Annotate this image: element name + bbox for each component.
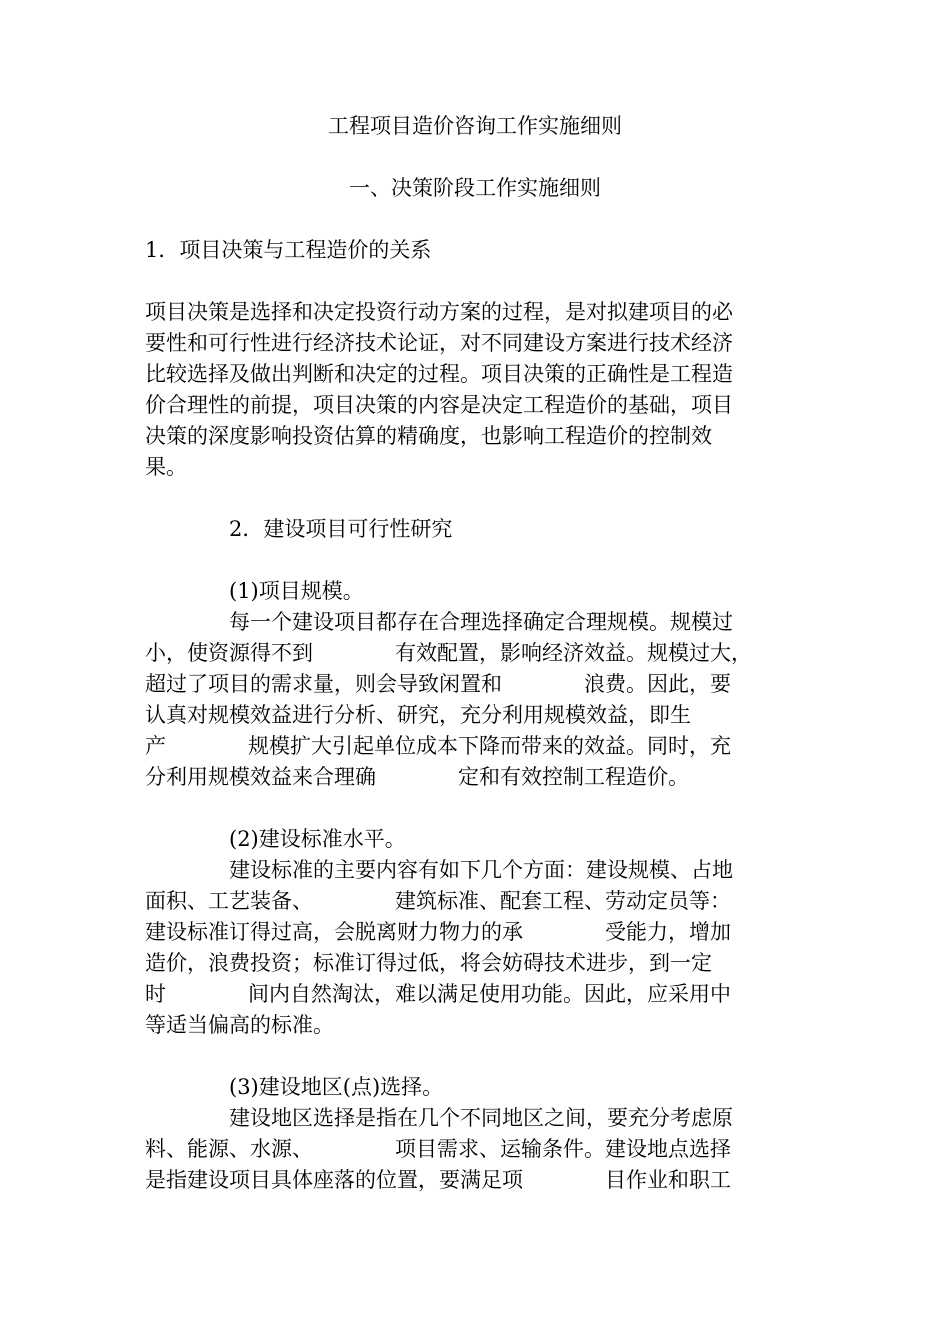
text-segment: 小，使资源得不到 — [145, 641, 313, 665]
paragraph-line — [145, 1165, 731, 1195]
text-segment: 有效配置，影响经济效益。规模过大， — [395, 641, 752, 665]
paragraph-line — [145, 979, 731, 1009]
paragraph-line: 要性和可行性进行经济技术论证，对不同建设方案进行技术经济 — [145, 331, 733, 355]
subheading-project-scale: (1)项目规模。 — [229, 579, 364, 603]
text-segment: 料、能源、水源、 — [145, 1137, 313, 1161]
paragraph-line — [145, 1134, 731, 1164]
subheading-site-selection: (3)建设地区(点)选择。 — [229, 1075, 444, 1099]
text-segment: 项目需求、运输条件。建设地点选择 — [395, 1137, 731, 1161]
subheading-construction-standard: (2)建设标准水平。 — [229, 827, 406, 851]
text-segment: 规模扩大引起单位成本下降而带来的效益。同时，充 — [248, 734, 731, 758]
paragraph-line — [145, 917, 731, 947]
paragraph-line: 等适当偏高的标准。 — [145, 1013, 334, 1037]
paragraph-line: 比较选择及做出判断和决定的过程。项目决策的正确性是工程造 — [145, 362, 733, 386]
text-segment: 定和有效控制工程造价。 — [458, 765, 689, 789]
paragraph-line — [145, 762, 689, 792]
paragraph-line: 每一个建设项目都存在合理选择确定合理规模。规模过 — [229, 610, 733, 634]
document-title: 工程项目造价咨询工作实施细则 — [328, 114, 622, 138]
paragraph-line — [145, 638, 752, 668]
text-segment: 建设标准订得过高，会脱离财力物力的承 — [145, 920, 523, 944]
text-segment: 目作业和职工 — [605, 1168, 731, 1192]
section-title: 一、决策阶段工作实施细则 — [349, 176, 601, 200]
text-segment: 产 — [145, 734, 166, 758]
text-segment: 是指建设项目具体座落的位置，要满足项 — [145, 1168, 523, 1192]
paragraph-line: 认真对规模效益进行分析、研究，充分利用规模效益，即生 — [145, 703, 691, 727]
paragraph-line: 造价，浪费投资；标准订得过低，将会妨碍技术进步，到一定 — [145, 951, 712, 975]
paragraph-line: 决策的深度影响投资估算的精确度，也影响工程造价的控制效 — [145, 424, 712, 448]
text-segment: 面积、工艺装备、 — [145, 889, 313, 913]
heading-feasibility-study: 2．建设项目可行性研究 — [229, 517, 453, 541]
paragraph-line: 建设地区选择是指在几个不同地区之间，要充分考虑原 — [229, 1106, 733, 1130]
text-segment: 时 — [145, 982, 166, 1006]
heading-decision-cost-relation: 1．项目决策与工程造价的关系 — [145, 238, 432, 262]
text-segment: 分利用规模效益来合理确 — [145, 765, 376, 789]
text-segment: 浪费。因此，要 — [584, 672, 731, 696]
paragraph-line — [145, 886, 731, 916]
text-segment: 受能力，增加 — [605, 920, 731, 944]
paragraph-line — [145, 669, 731, 699]
paragraph-line: 价合理性的前提，项目决策的内容是决定工程造价的基础，项目 — [145, 393, 733, 417]
paragraph-line: 项目决策是选择和决定投资行动方案的过程，是对拟建项目的必 — [145, 300, 733, 324]
paragraph-line — [145, 731, 731, 761]
text-segment: 间内自然淘汰，难以满足使用功能。因此，应采用中 — [248, 982, 731, 1006]
paragraph-line: 果。 — [145, 455, 187, 479]
text-segment: 建筑标准、配套工程、劳动定员等： — [395, 889, 731, 913]
text-segment: 超过了项目的需求量，则会导致闲置和 — [145, 672, 502, 696]
paragraph-line: 建设标准的主要内容有如下几个方面：建设规模、占地 — [229, 858, 733, 882]
